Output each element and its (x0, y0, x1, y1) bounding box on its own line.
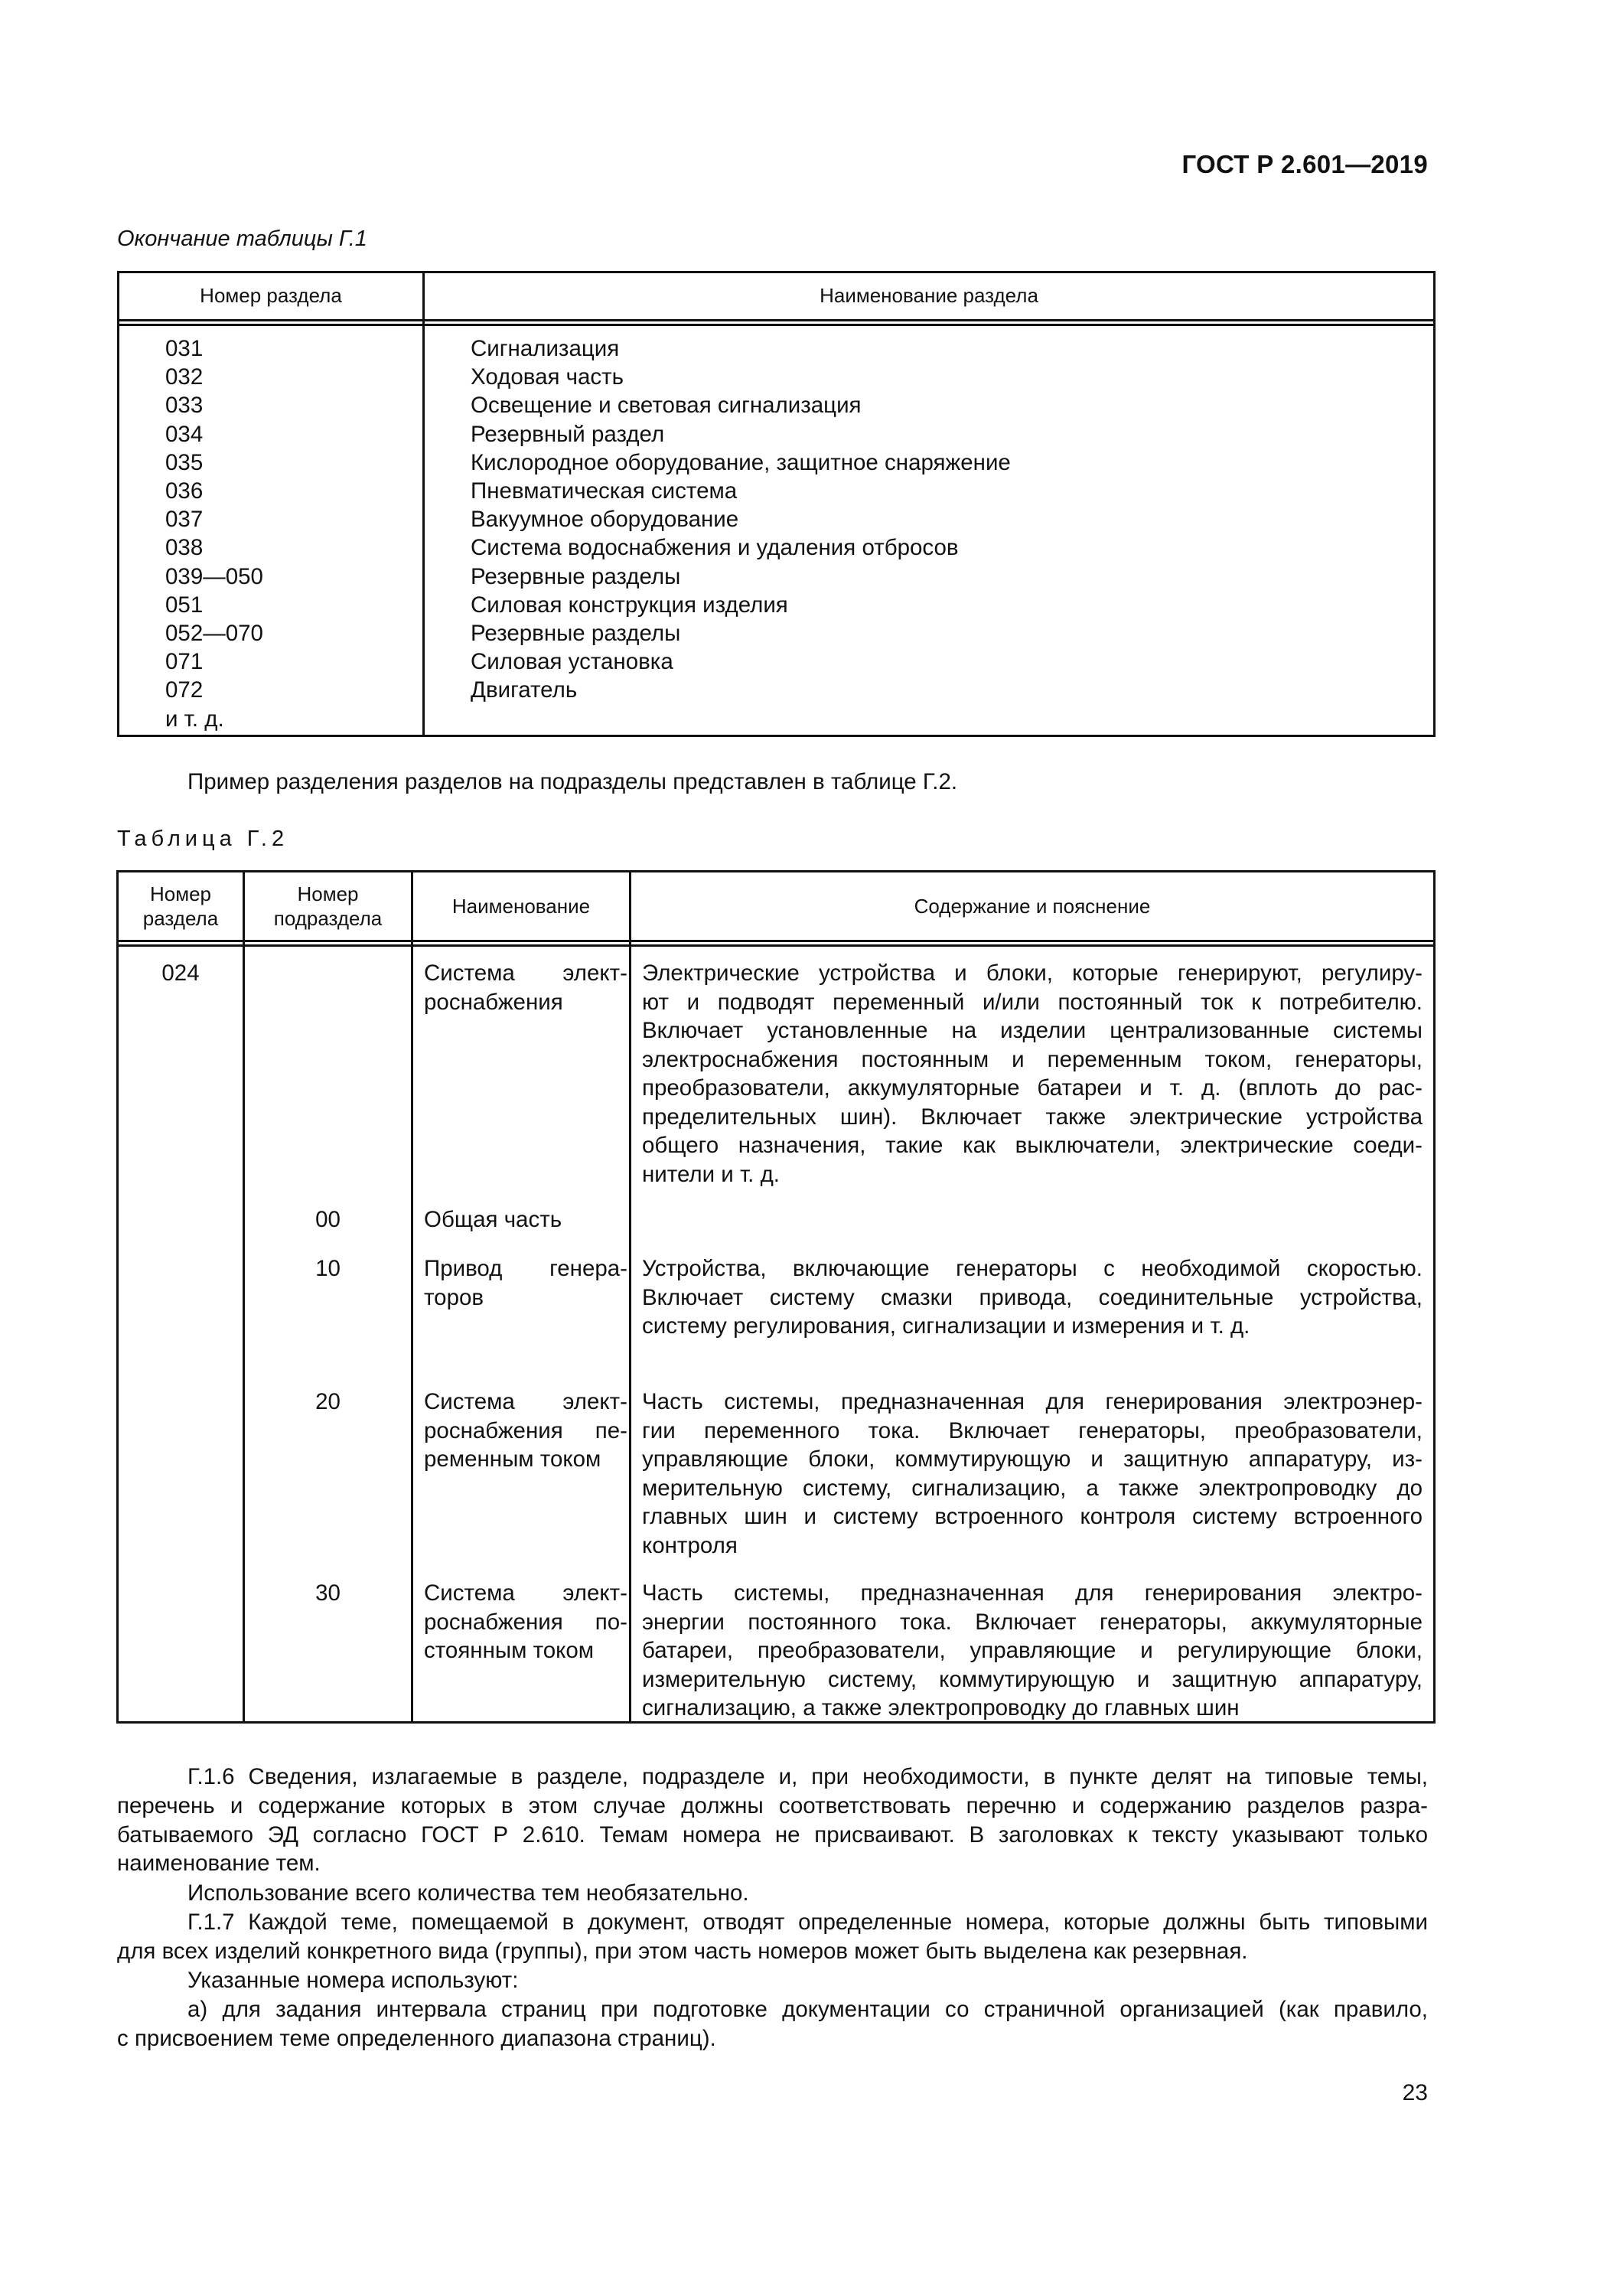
column-header-section-number: Номер раздела (200, 284, 342, 307)
text-line: мерительную систему, сигнализацию, а также электропроводку до (642, 1475, 1423, 1501)
text-line: Устройства, включающие генераторы с необходимой скоростью. (642, 1256, 1423, 1281)
section-name: Система водоснабжения и удаления отбросов (471, 535, 959, 561)
table1-continuation-caption: Окончание таблицы Г.1 (117, 227, 367, 251)
section-name: Ходовая часть (471, 364, 624, 390)
column-header-subsection-number (245, 872, 411, 940)
paragraph-g1-7 (117, 1908, 1428, 1966)
cell-line: ременным током (424, 1446, 601, 1472)
paragraph-numbers-usage: Указанные номера используют: (187, 1968, 519, 1993)
section-number: 033 (165, 393, 204, 419)
name-cell (424, 1579, 627, 1665)
column-header-section-number (119, 872, 243, 940)
header-double-line (119, 324, 1433, 326)
name-cell (424, 959, 627, 1016)
section-number: 052—070 (165, 621, 263, 647)
text-line: нители и т. д. (642, 1161, 780, 1187)
section-number-cell: 024 (161, 960, 200, 986)
subsection-number-cell: 10 (315, 1256, 341, 1281)
column-divider (629, 872, 631, 1721)
section-name: Силовая конструкция изделия (471, 592, 788, 618)
text-line: общего назначения, такие как выключатели, электрические соеди- (642, 1133, 1423, 1158)
paragraph-topics-optional: Использование всего количества тем необязательно. (187, 1880, 749, 1906)
text-line: для всех изделий конкретного вида (группы), при этом часть номеров может быть выделена как резервная. (117, 1938, 1248, 1964)
column-divider (422, 273, 425, 735)
section-number: 072 (165, 677, 204, 703)
text-line: электроснабжения постоянным и переменным током, генераторы, (642, 1046, 1423, 1072)
text-line: Включает систему смазки привода, соединительные устройства, (642, 1284, 1423, 1310)
cell-line: Система элект- (424, 960, 627, 986)
section-name: Сигнализация (471, 336, 620, 361)
section-number: 035 (165, 449, 204, 475)
page-number: 23 (1402, 2080, 1428, 2105)
cell-line: Система элект- (424, 1389, 627, 1414)
text-line: систему регулирования, сигнализации и измерения и т. д. (642, 1313, 1250, 1339)
subsection-number-cell: 20 (315, 1389, 341, 1414)
section-name: Резервные разделы (471, 563, 681, 589)
section-number: 037 (165, 507, 204, 533)
section-name (471, 705, 1011, 733)
cell-line: Система элект- (424, 1580, 627, 1606)
section-number: 071 (165, 649, 204, 675)
cell-line: Привод генера- (424, 1256, 627, 1281)
paragraph-g1-6 (117, 1763, 1428, 1878)
header-double-line (119, 944, 1433, 947)
content-cell (642, 1254, 1423, 1341)
text-line: перечень и содержание которых в этом случае должны соответствовать перечню и содержанию разделов разра- (117, 1792, 1428, 1818)
header-line: Номер (149, 882, 211, 905)
subsection-number-cell: 30 (315, 1580, 341, 1606)
text-line: наименование тем. (117, 1851, 321, 1877)
section-number: 038 (165, 535, 204, 561)
text-line: пределительных шин). Включает также электрические устройства (642, 1104, 1423, 1130)
section-name: Резервные разделы (471, 621, 681, 647)
column-divider (411, 872, 413, 1721)
section-name-column (471, 334, 1011, 733)
section-number: 034 (165, 421, 204, 447)
document-designation: ГОСТ Р 2.601—2019 (1181, 150, 1428, 178)
list-item-a (117, 1995, 1428, 2053)
header-line: подраздела (273, 907, 383, 930)
column-header-section-name: Наименование раздела (820, 284, 1038, 307)
section-name: Освещение и световая сигнализация (471, 393, 862, 419)
content-cell (642, 1579, 1423, 1723)
text-line: Г.1.7 Каждой теме, помещаемой в документ, отводят определенные номера, которые должны быть типовыми (187, 1910, 1428, 1935)
text-line: а) для задания интервала страниц при подготовке документации со страничной организацией (как правило, (187, 1997, 1428, 2022)
name-cell (424, 1388, 627, 1474)
text-line: преобразователи, аккумуляторные батареи и т. д. (вплоть до рас- (642, 1075, 1423, 1101)
text-line: Включает установленные на изделии централизованные системы (642, 1018, 1423, 1043)
text-line: Часть системы, предназначенная для генерирования электроэнер- (642, 1389, 1423, 1414)
subsection-number-cell: 00 (315, 1207, 341, 1232)
section-name: Кислородное оборудование, защитное снаряжение (471, 449, 1011, 475)
text-line: Часть системы, предназначенная для генерирования электро- (642, 1580, 1423, 1606)
cell-line: Общая часть (424, 1207, 562, 1232)
text-line: главных шин и систему встроенного контроля систему встроенного (642, 1504, 1423, 1529)
text-line: с присвоением теме определенного диапазона страниц). (117, 2025, 716, 2051)
table-g2 (116, 870, 1436, 1724)
text-line: ют и подводят переменный и/или постоянный ток к потребителю. (642, 989, 1423, 1015)
section-name: Силовая установка (471, 649, 673, 675)
section-number: 039—050 (165, 563, 263, 589)
section-name: Резервный раздел (471, 421, 665, 447)
text-line: сигнализацию, а также электропроводку до главных шин (642, 1695, 1240, 1720)
cell-line: роснабжения пе- (424, 1417, 627, 1443)
name-cell (424, 1205, 627, 1234)
header-line: раздела (142, 907, 219, 930)
text-line: гии переменного тока. Включает генераторы, преобразователи, (642, 1417, 1423, 1443)
column-header-name: Наименование (451, 895, 591, 918)
content-cell (642, 1388, 1423, 1560)
section-number: 051 (165, 592, 204, 618)
content-cell (642, 959, 1423, 1189)
table2-caption: Таблица Г.2 (117, 827, 289, 851)
text-line: управляющие блоки, коммутирующую и защитную аппаратуру, из- (642, 1446, 1423, 1472)
header-line: Номер (297, 882, 359, 905)
cell-line: роснабжения по- (424, 1609, 627, 1635)
section-name: Двигатель (471, 677, 578, 703)
section-name: Пневматическая система (471, 478, 738, 504)
intro-paragraph: Пример разделения разделов на подразделы представлен в таблице Г.2. (187, 769, 958, 794)
section-name: Вакуумное оборудование (471, 507, 739, 533)
text-line: батареи, преобразователи, управляющие и регулирующие блоки, (642, 1638, 1423, 1663)
text-line: измерительную систему, коммутирующую и защитную аппаратуру, (642, 1666, 1423, 1692)
section-number: и т. д. (165, 706, 224, 732)
text-line: контроля (642, 1532, 738, 1558)
text-line: батываемого ЭД согласно ГОСТ Р 2.610. Темам номера не присваивают. В заголовках к тексту указывают только (117, 1821, 1428, 1848)
name-cell (424, 1254, 627, 1312)
text-line: энергии постоянного тока. Включает генераторы, аккумуляторные (642, 1609, 1423, 1635)
cell-line: торов (424, 1284, 484, 1310)
table-g1 (117, 271, 1436, 737)
section-number: 036 (165, 478, 204, 504)
text-line: Электрические устройства и блоки, которые генерируют, регулиру- (642, 960, 1423, 986)
section-number: 031 (165, 336, 204, 361)
section-number-column (165, 334, 263, 733)
column-header-content: Содержание и пояснение (914, 895, 1151, 918)
text-line: Г.1.6 Сведения, излагаемые в разделе, подразделе и, при необходимости, в пункте делят на типовые темы, (187, 1764, 1428, 1789)
cell-line: стоянным током (424, 1638, 595, 1663)
cell-line: роснабжения (424, 989, 563, 1015)
section-number: 032 (165, 364, 204, 390)
